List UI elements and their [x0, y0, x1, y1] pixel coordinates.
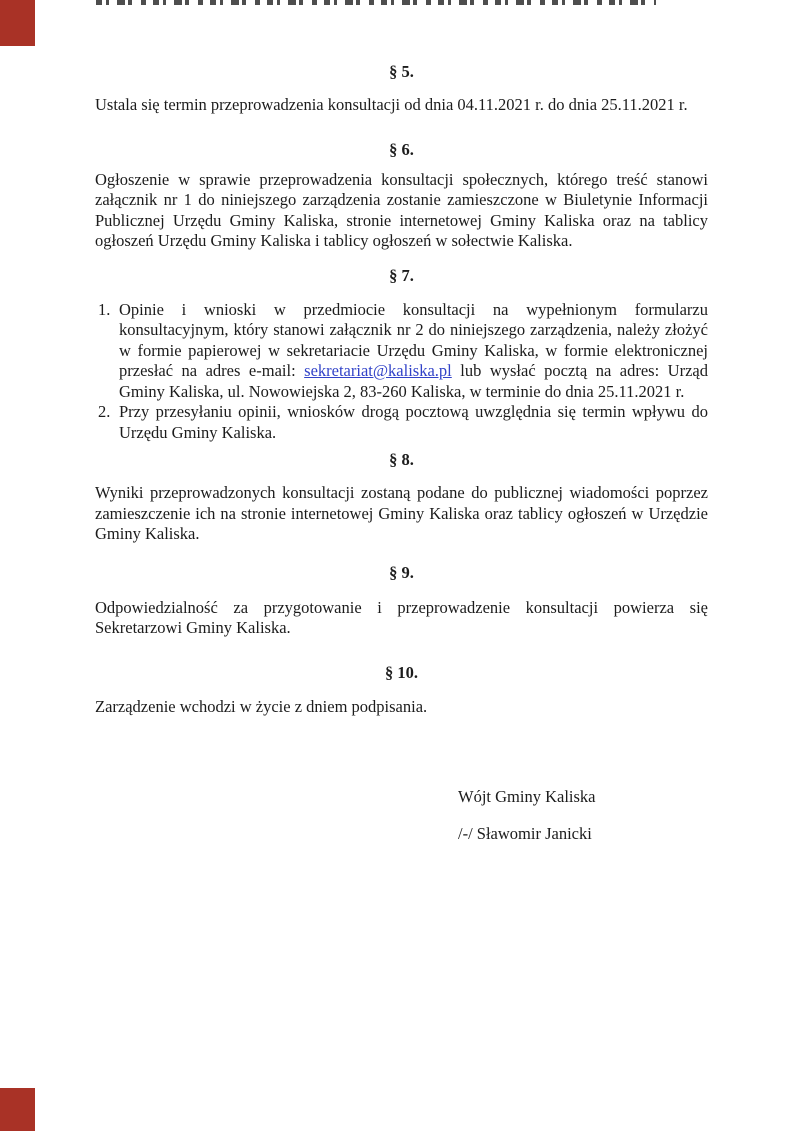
section-5-paragraph: Ustala się termin przeprowadzenia konsultacji od dnia 04.11.2021 r. do dnia 25.11.2021 r.: [95, 95, 688, 114]
section-heading-10: § 10.: [385, 662, 418, 682]
section-8-paragraph: Wyniki przeprowadzonych konsultacji zostaną podane do publicznej wiadomości poprzez zamieszczenie ich na stronie internetowej Gminy Kaliska oraz tablicy ogłoszeń w Urzędzie Gminy Kaliska.: [95, 483, 708, 543]
list-item-2-number: 2.: [98, 402, 111, 421]
section-6-paragraph: Ogłoszenie w sprawie przeprowadzenia konsultacji społecznych, którego treść stanowi załącznik nr 1 do niniejszego zarządzenia zostanie zamieszczone w Biuletynie Informacji Publicznej Urzędu Gminy Kaliska, stronie internetowej Gminy Kaliska oraz na tablicy ogłoszeń Urzędu Gminy Kaliska i tablicy ogłoszeń w sołectwie Kaliska.: [95, 169, 708, 250]
list-item-1-text-before: Opinie i wnioski w przedmiocie konsultacji na wypełnionym formularzu konsultacyjnym, który stanowi załącznik nr 2 do niniejszego zarządzenia, należy złożyć w formie papierowej w sekretariacie Urzędu Gminy Kaliska, w formie elektronicznej przesłać na adres e-mail:: [119, 299, 708, 380]
section-9-paragraph: Odpowiedzialność za przygotowanie i przeprowadzenie konsultacji powierza się Sekretarzowi Gminy Kaliska.: [95, 597, 708, 637]
section-heading-9: § 9.: [389, 562, 414, 582]
list-item-1-text: [119, 300, 708, 403]
section-10-paragraph: Zarządzenie wchodzi w życie z dniem podpisania.: [95, 696, 428, 716]
list-item-1-number: 1.: [98, 299, 111, 319]
red-corner-marker-bottom: [0, 1088, 35, 1131]
email-link[interactable]: sekretariat@kaliska.pl: [304, 361, 452, 380]
list-item-2: [95, 402, 708, 443]
list-item-1-text-after: lub wysłać pocztą na adres: Urząd Gminy Kaliska, ul. Nowowiejska 2, 83-260 Kaliska, w terminie do dnia 25.11.2021 r.: [119, 361, 708, 401]
document-body: [95, 61, 708, 845]
section-heading-5: § 5.: [389, 62, 414, 81]
section-heading-6: § 6.: [389, 139, 414, 159]
section-7-ordered-list: [95, 300, 708, 444]
list-item-1: [95, 300, 708, 403]
signature-name: /-/ Sławomir Janicki: [458, 824, 592, 843]
list-item-2-text: Przy przesyłaniu opinii, wniosków drogą pocztową uwzględnia się termin wpływu do Urzędu Gminy Kaliska.: [119, 402, 708, 442]
cropped-text-artifact: [96, 0, 656, 5]
signature-title: Wójt Gminy Kaliska: [458, 787, 596, 806]
section-heading-7: § 7.: [389, 265, 414, 285]
red-corner-marker-top: [0, 0, 35, 46]
signature-block: [458, 787, 708, 845]
section-heading-8: § 8.: [389, 450, 414, 469]
